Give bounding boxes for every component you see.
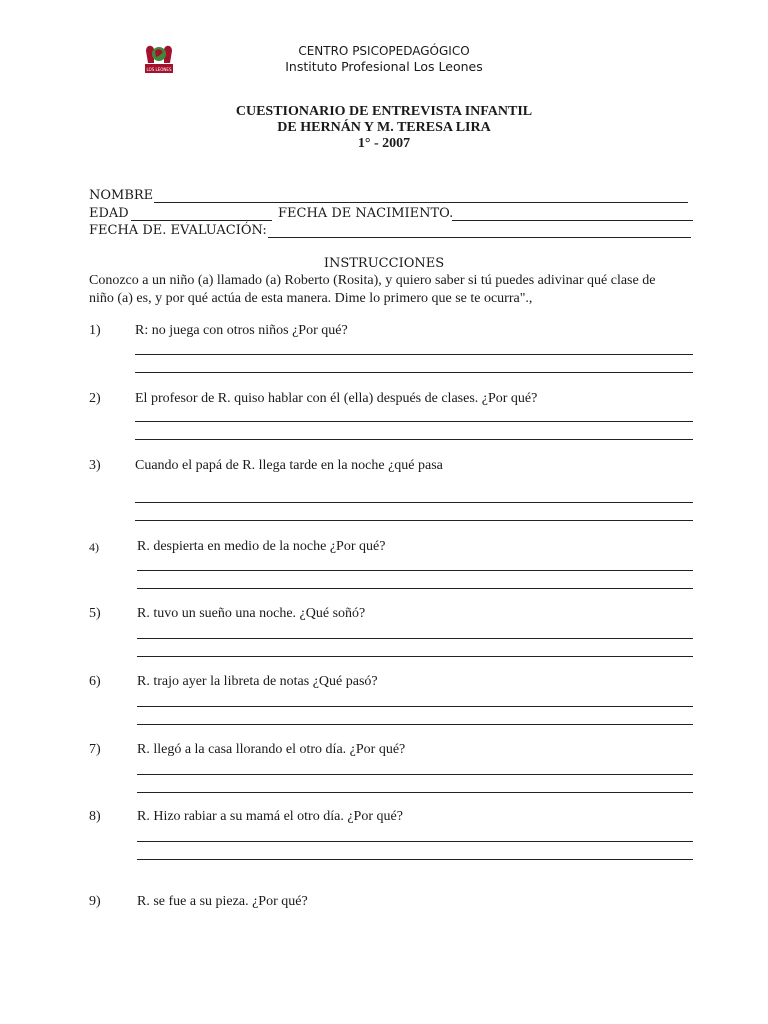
question-text: R. se fue a su pieza. ¿Por qué?: [137, 894, 308, 909]
answer-line[interactable]: [137, 588, 693, 589]
answer-line[interactable]: [137, 859, 693, 860]
nombre-label: NOMBRE: [89, 188, 154, 203]
instructions-heading: INSTRUCCIONES: [323, 256, 445, 271]
answer-line[interactable]: [137, 774, 693, 775]
document-title-line3: 1° - 2007: [357, 136, 411, 151]
answer-line[interactable]: [137, 570, 693, 571]
question-text: R. tuvo un sueño una noche. ¿Qué soñó?: [137, 606, 366, 621]
question-text: R. Hizo rabiar a su mamá el otro día. ¿Por qué?: [137, 809, 403, 824]
question-text: El profesor de R. quiso hablar con él (ella) después de clases. ¿Por qué?: [135, 391, 538, 406]
question-number: 7): [89, 742, 101, 757]
answer-line[interactable]: [137, 656, 693, 657]
question-number: 6): [89, 674, 101, 689]
answer-line[interactable]: [135, 520, 693, 521]
answer-line[interactable]: [135, 354, 693, 355]
question-text: R. despierta en medio de la noche ¿Por qué?: [137, 539, 386, 554]
nombre-field[interactable]: [154, 202, 688, 203]
question-text: R. trajo ayer la libreta de notas ¿Qué pasó?: [137, 674, 378, 689]
question-number: 1): [89, 323, 101, 338]
question-text: R: no juega con otros niños ¿Por qué?: [135, 323, 348, 338]
institute-name: Instituto Profesional Los Leones: [285, 59, 483, 74]
instructions-line2: niño (a) es, y por qué actúa de esta manera. Dime lo primero que se te ocurra".,: [89, 291, 533, 306]
fecha-evaluacion-field[interactable]: [268, 237, 691, 238]
question-number: 4): [89, 540, 99, 554]
answer-line[interactable]: [137, 638, 693, 639]
answer-line[interactable]: [135, 439, 693, 440]
document-title-line2: DE HERNÁN Y M. TERESA LIRA: [277, 120, 491, 135]
edad-label: EDAD: [89, 206, 129, 221]
question-number: 8): [89, 809, 101, 824]
question-number: 5): [89, 606, 101, 621]
answer-line[interactable]: [135, 502, 693, 503]
logo-lettering: LOS LEONES: [146, 67, 172, 72]
answer-line[interactable]: [135, 372, 693, 373]
fecha-nacimiento-field[interactable]: [452, 220, 693, 221]
document-title-line1: CUESTIONARIO DE ENTREVISTA INFANTIL: [235, 104, 533, 119]
fecha-nacimiento-label: FECHA DE NACIMIENTO.: [278, 206, 454, 221]
answer-line[interactable]: [137, 706, 693, 707]
answer-line[interactable]: [137, 841, 693, 842]
question-number: 3): [89, 458, 101, 473]
fecha-evaluacion-label: FECHA DE. EVALUACIÓN:: [89, 223, 267, 238]
answer-line[interactable]: [135, 421, 693, 422]
question-number: 2): [89, 391, 101, 406]
edad-field[interactable]: [131, 220, 272, 221]
question-text: Cuando el papá de R. llega tarde en la noche ¿qué pasa: [135, 458, 443, 473]
question-text: R. llegó a la casa llorando el otro día. ¿Por qué?: [137, 742, 406, 757]
center-name: CENTRO PSICOPEDAGÓGICO: [298, 44, 470, 58]
instructions-line1: Conozco a un niño (a) llamado (a) Roberto (Rosita), y quiero saber si tú puedes adivinar qué clase de: [89, 273, 656, 288]
question-number: 9): [89, 894, 101, 909]
answer-line[interactable]: [137, 724, 693, 725]
answer-line[interactable]: [137, 792, 693, 793]
